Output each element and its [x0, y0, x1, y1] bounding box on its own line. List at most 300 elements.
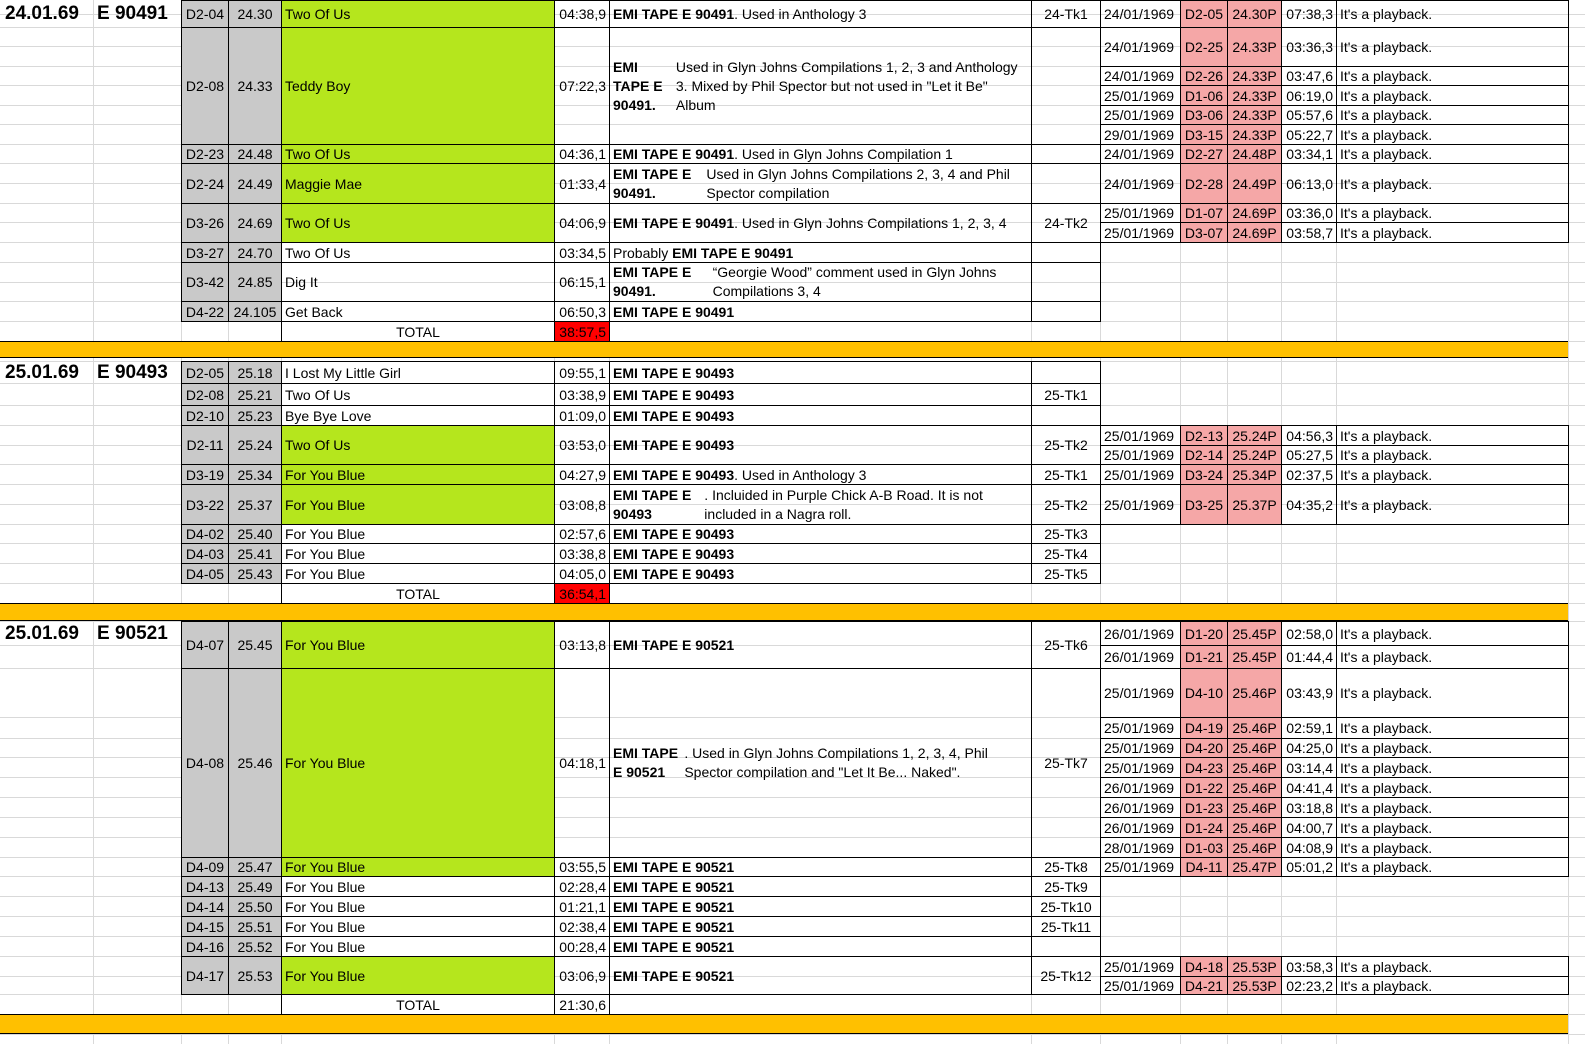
duration-cell[interactable]: 03:13,8: [554, 621, 610, 669]
playback-date-cell[interactable]: 24/01/1969: [1100, 0, 1181, 28]
roll-cell[interactable]: 24.105: [228, 301, 282, 322]
playback-roll-cell[interactable]: 24.33P: [1227, 27, 1282, 67]
playback-disc-cell[interactable]: D2-27: [1180, 144, 1228, 164]
note-cell[interactable]: [609, 524, 1032, 544]
duration-cell[interactable]: 04:18,1: [554, 668, 610, 858]
roll-cell[interactable]: 25.24: [228, 425, 282, 465]
track-cell[interactable]: 25-Tk2: [1031, 484, 1101, 525]
duration-cell[interactable]: 02:28,4: [554, 876, 610, 897]
duration-cell[interactable]: 01:09,0: [554, 405, 610, 426]
playback-roll-cell[interactable]: 25.34P: [1227, 464, 1282, 485]
disc-cell[interactable]: D2-23: [181, 144, 229, 164]
disc-cell[interactable]: D2-24: [181, 163, 229, 204]
playback-note-cell[interactable]: It's a playback.: [1336, 976, 1569, 995]
track-cell[interactable]: 25-Tk7: [1031, 668, 1101, 858]
playback-roll-cell[interactable]: 24.33P: [1227, 105, 1282, 125]
note-cell[interactable]: [609, 203, 1032, 243]
disc-cell[interactable]: D4-17: [181, 956, 229, 995]
playback-duration-cell[interactable]: 04:25,0: [1281, 738, 1337, 758]
playback-note-cell[interactable]: It's a playback.: [1336, 956, 1569, 977]
disc-cell[interactable]: D4-02: [181, 524, 229, 544]
track-cell[interactable]: 25-Tk3: [1031, 524, 1101, 544]
playback-roll-cell[interactable]: 25.46P: [1227, 738, 1282, 758]
note-cell[interactable]: [609, 916, 1032, 937]
playback-duration-cell[interactable]: 04:35,2: [1281, 484, 1337, 525]
playback-disc-cell[interactable]: D2-13: [1180, 425, 1228, 446]
playback-roll-cell[interactable]: 24.48P: [1227, 144, 1282, 164]
disc-cell[interactable]: D2-05: [181, 361, 229, 384]
song-title-cell[interactable]: For You Blue: [281, 857, 555, 877]
playback-duration-cell[interactable]: 05:01,2: [1281, 857, 1337, 877]
playback-note-cell[interactable]: It's a playback.: [1336, 66, 1569, 86]
note-cell[interactable]: [609, 144, 1032, 164]
track-cell[interactable]: [1031, 405, 1101, 426]
note-cell[interactable]: [609, 563, 1032, 584]
playback-roll-cell[interactable]: 25.24P: [1227, 425, 1282, 446]
playback-note-cell[interactable]: It's a playback.: [1336, 817, 1569, 838]
song-title-cell[interactable]: For You Blue: [281, 956, 555, 995]
tape-reference: EMI TAPE E 90521: [613, 745, 679, 780]
playback-date-cell[interactable]: 28/01/1969: [1100, 837, 1181, 858]
disc-cell[interactable]: D2-08: [181, 27, 229, 145]
playback-roll-cell[interactable]: 24.33P: [1227, 85, 1282, 106]
track-cell[interactable]: 25-Tk11: [1031, 916, 1101, 937]
playback-date-cell[interactable]: 24/01/1969: [1100, 66, 1181, 86]
playback-date-cell[interactable]: 24/01/1969: [1100, 144, 1181, 164]
duration-cell[interactable]: 04:06,9: [554, 203, 610, 243]
track-cell[interactable]: [1031, 163, 1101, 204]
song-title-cell[interactable]: For You Blue: [281, 668, 555, 858]
playback-note-cell[interactable]: It's a playback.: [1336, 105, 1569, 125]
playback-date-cell[interactable]: 26/01/1969: [1100, 645, 1181, 669]
roll-cell[interactable]: 24.48: [228, 144, 282, 164]
disc-cell[interactable]: D4-13: [181, 876, 229, 897]
playback-note-cell[interactable]: It's a playback.: [1336, 425, 1569, 446]
disc-cell[interactable]: D4-14: [181, 896, 229, 917]
playback-duration-cell[interactable]: 04:08,9: [1281, 837, 1337, 858]
duration-cell[interactable]: 03:38,9: [554, 383, 610, 406]
playback-duration-cell[interactable]: 04:41,4: [1281, 777, 1337, 798]
track-cell[interactable]: [1031, 27, 1101, 145]
disc-cell[interactable]: D2-04: [181, 0, 229, 28]
disc-cell[interactable]: D3-26: [181, 203, 229, 243]
playback-disc-cell[interactable]: D1-23: [1180, 797, 1228, 818]
roll-cell[interactable]: 25.43: [228, 563, 282, 584]
playback-disc-cell[interactable]: D2-28: [1180, 163, 1228, 204]
disc-cell[interactable]: D4-05: [181, 563, 229, 584]
tape-reference: EMI TAPE E 90491.: [613, 165, 692, 201]
track-cell[interactable]: [1031, 936, 1101, 957]
playback-roll-cell[interactable]: 24.33P: [1227, 124, 1282, 145]
playback-disc-cell[interactable]: D2-05: [1180, 0, 1228, 28]
playback-note-cell[interactable]: It's a playback.: [1336, 621, 1569, 646]
roll-cell[interactable]: 24.70: [228, 242, 282, 263]
disc-cell[interactable]: D3-22: [181, 484, 229, 525]
playback-roll-cell[interactable]: 25.46P: [1227, 797, 1282, 818]
song-title-cell[interactable]: For You Blue: [281, 936, 555, 957]
playback-duration-cell[interactable]: 03:58,7: [1281, 222, 1337, 243]
playback-date-cell[interactable]: 25/01/1969: [1100, 738, 1181, 758]
duration-cell[interactable]: 03:38,8: [554, 543, 610, 564]
duration-cell[interactable]: 01:33,4: [554, 163, 610, 204]
playback-disc-cell[interactable]: D3-24: [1180, 464, 1228, 485]
playback-note-cell[interactable]: It's a playback.: [1336, 797, 1569, 818]
song-title-cell[interactable]: For You Blue: [281, 916, 555, 937]
roll-cell[interactable]: 25.21: [228, 383, 282, 406]
track-cell[interactable]: 25-Tk8: [1031, 857, 1101, 877]
note-cell[interactable]: [609, 242, 1032, 263]
track-cell[interactable]: 25-Tk6: [1031, 621, 1101, 669]
playback-note-cell[interactable]: It's a playback.: [1336, 464, 1569, 485]
note-cell[interactable]: [609, 262, 1032, 302]
duration-cell[interactable]: 01:21,1: [554, 896, 610, 917]
tape-reference: EMI TAPE E 90491: [613, 6, 735, 22]
song-title-cell[interactable]: For You Blue: [281, 621, 555, 669]
playback-note-cell[interactable]: It's a playback.: [1336, 837, 1569, 858]
playback-date-cell[interactable]: 25/01/1969: [1100, 425, 1181, 446]
tape-reference: EMI TAPE E 90493: [613, 365, 735, 381]
song-title-cell[interactable]: Get Back: [281, 301, 555, 322]
total-duration[interactable]: 38:57,5: [554, 321, 610, 342]
roll-cell[interactable]: 25.18: [228, 361, 282, 384]
roll-cell[interactable]: 25.49: [228, 876, 282, 897]
disc-cell[interactable]: D4-22: [181, 301, 229, 322]
note-cell[interactable]: [609, 163, 1032, 204]
playback-roll-cell[interactable]: 25.46P: [1227, 777, 1282, 798]
playback-disc-cell[interactable]: D2-26: [1180, 66, 1228, 86]
playback-roll-cell[interactable]: 25.46P: [1227, 757, 1282, 778]
playback-date-cell[interactable]: 25/01/1969: [1100, 956, 1181, 977]
total-duration[interactable]: 21:30,6: [554, 994, 610, 1015]
playback-note-cell[interactable]: It's a playback.: [1336, 484, 1569, 525]
playback-disc-cell[interactable]: D4-10: [1180, 668, 1228, 718]
playback-date-cell[interactable]: 26/01/1969: [1100, 621, 1181, 646]
playback-roll-cell[interactable]: 25.46P: [1227, 837, 1282, 858]
roll-cell[interactable]: 24.49: [228, 163, 282, 204]
roll-cell[interactable]: 24.85: [228, 262, 282, 302]
playback-disc-cell[interactable]: D4-20: [1180, 738, 1228, 758]
playback-disc-cell[interactable]: D2-14: [1180, 445, 1228, 465]
song-title-cell[interactable]: For You Blue: [281, 484, 555, 525]
playback-note-cell[interactable]: It's a playback.: [1336, 163, 1569, 204]
note-cell[interactable]: [609, 936, 1032, 957]
playback-date-cell[interactable]: 25/01/1969: [1100, 85, 1181, 106]
song-title-cell[interactable]: I Lost My Little Girl: [281, 361, 555, 384]
playback-duration-cell[interactable]: 03:43,9: [1281, 668, 1337, 718]
song-title-cell[interactable]: For You Blue: [281, 524, 555, 544]
playback-date-cell[interactable]: 29/01/1969: [1100, 124, 1181, 145]
note-cell[interactable]: [609, 956, 1032, 995]
playback-disc-cell[interactable]: D4-23: [1180, 757, 1228, 778]
note-cell[interactable]: [609, 876, 1032, 897]
roll-cell[interactable]: 25.52: [228, 936, 282, 957]
playback-duration-cell[interactable]: 02:37,5: [1281, 464, 1337, 485]
track-cell[interactable]: 25-Tk5: [1031, 563, 1101, 584]
playback-note-cell[interactable]: It's a playback.: [1336, 738, 1569, 758]
playback-roll-cell[interactable]: 25.45P: [1227, 621, 1282, 646]
playback-disc-cell[interactable]: D1-21: [1180, 645, 1228, 669]
roll-cell[interactable]: 25.40: [228, 524, 282, 544]
track-cell[interactable]: 25-Tk1: [1031, 464, 1101, 485]
playback-duration-cell[interactable]: 05:27,5: [1281, 445, 1337, 465]
roll-cell[interactable]: 25.41: [228, 543, 282, 564]
song-title-cell[interactable]: For You Blue: [281, 543, 555, 564]
note-cell[interactable]: [609, 896, 1032, 917]
disc-cell[interactable]: D2-11: [181, 425, 229, 465]
duration-cell[interactable]: 04:27,9: [554, 464, 610, 485]
playback-duration-cell[interactable]: 06:19,0: [1281, 85, 1337, 106]
note-cell[interactable]: [609, 405, 1032, 426]
roll-cell[interactable]: 25.47: [228, 857, 282, 877]
roll-cell[interactable]: 25.51: [228, 916, 282, 937]
playback-disc-cell[interactable]: D4-21: [1180, 976, 1228, 995]
playback-disc-cell[interactable]: D1-07: [1180, 203, 1228, 223]
roll-cell[interactable]: 24.30: [228, 0, 282, 28]
note-cell[interactable]: [609, 857, 1032, 877]
playback-note-cell[interactable]: It's a playback.: [1336, 203, 1569, 223]
disc-cell[interactable]: D4-07: [181, 621, 229, 669]
note-cell[interactable]: [609, 621, 1032, 669]
track-cell[interactable]: 25-Tk2: [1031, 425, 1101, 465]
playback-disc-cell[interactable]: D1-22: [1180, 777, 1228, 798]
track-cell[interactable]: [1031, 144, 1101, 164]
section-separator: [0, 1014, 1568, 1034]
duration-cell[interactable]: 04:38,9: [554, 0, 610, 28]
playback-disc-cell[interactable]: D1-24: [1180, 817, 1228, 838]
playback-date-cell[interactable]: 24/01/1969: [1100, 27, 1181, 67]
playback-date-cell[interactable]: 25/01/1969: [1100, 484, 1181, 525]
playback-duration-cell[interactable]: 06:13,0: [1281, 163, 1337, 204]
track-cell[interactable]: 25-Tk1: [1031, 383, 1101, 406]
playback-date-cell[interactable]: 25/01/1969: [1100, 668, 1181, 718]
note-cell[interactable]: [609, 668, 1032, 858]
note-cell[interactable]: [609, 543, 1032, 564]
playback-disc-cell[interactable]: D4-11: [1180, 857, 1228, 877]
playback-date-cell[interactable]: 26/01/1969: [1100, 817, 1181, 838]
duration-cell[interactable]: 00:28,4: [554, 936, 610, 957]
playback-duration-cell[interactable]: 04:00,7: [1281, 817, 1337, 838]
playback-roll-cell[interactable]: 25.53P: [1227, 956, 1282, 977]
playback-note-cell[interactable]: It's a playback.: [1336, 757, 1569, 778]
track-cell[interactable]: [1031, 301, 1101, 322]
song-title-cell[interactable]: For You Blue: [281, 896, 555, 917]
playback-date-cell[interactable]: 26/01/1969: [1100, 797, 1181, 818]
note-cell[interactable]: [609, 301, 1032, 322]
playback-duration-cell[interactable]: 03:58,3: [1281, 956, 1337, 977]
playback-disc-cell[interactable]: D3-25: [1180, 484, 1228, 525]
duration-cell[interactable]: 03:53,0: [554, 425, 610, 465]
playback-duration-cell[interactable]: 03:14,4: [1281, 757, 1337, 778]
track-cell[interactable]: 24-Tk2: [1031, 203, 1101, 243]
total-label[interactable]: TOTAL: [281, 994, 555, 1015]
track-cell[interactable]: [1031, 242, 1101, 263]
playback-roll-cell[interactable]: 24.69P: [1227, 222, 1282, 243]
playback-roll-cell[interactable]: 25.46P: [1227, 668, 1282, 718]
tape-reference: EMI TAPE E 90493: [613, 467, 735, 483]
total-label[interactable]: TOTAL: [281, 321, 555, 342]
playback-disc-cell[interactable]: D3-06: [1180, 105, 1228, 125]
playback-date-cell[interactable]: 25/01/1969: [1100, 464, 1181, 485]
duration-cell[interactable]: 04:36,1: [554, 144, 610, 164]
note-cell[interactable]: [609, 484, 1032, 525]
playback-date-cell[interactable]: 25/01/1969: [1100, 222, 1181, 243]
disc-cell[interactable]: D2-08: [181, 383, 229, 406]
total-duration[interactable]: 36:54,1: [554, 583, 610, 604]
playback-roll-cell[interactable]: 25.46P: [1227, 817, 1282, 838]
playback-duration-cell[interactable]: 02:58,0: [1281, 621, 1337, 646]
duration-cell[interactable]: 03:06,9: [554, 956, 610, 995]
duration-cell[interactable]: 06:15,1: [554, 262, 610, 302]
playback-note-cell[interactable]: It's a playback.: [1336, 144, 1569, 164]
playback-roll-cell[interactable]: 24.49P: [1227, 163, 1282, 204]
playback-note-cell[interactable]: It's a playback.: [1336, 124, 1569, 145]
playback-roll-cell[interactable]: 24.69P: [1227, 203, 1282, 223]
note-cell[interactable]: [609, 425, 1032, 465]
track-cell[interactable]: [1031, 361, 1101, 384]
disc-cell[interactable]: D3-42: [181, 262, 229, 302]
playback-roll-cell[interactable]: 24.33P: [1227, 66, 1282, 86]
playback-roll-cell[interactable]: 25.24P: [1227, 445, 1282, 465]
playback-note-cell[interactable]: It's a playback.: [1336, 445, 1569, 465]
tape-reference: EMI TAPE E 90521: [613, 859, 735, 875]
playback-note-cell[interactable]: It's a playback.: [1336, 85, 1569, 106]
note-cell[interactable]: [609, 464, 1032, 485]
playback-date-cell[interactable]: 25/01/1969: [1100, 757, 1181, 778]
playback-date-cell[interactable]: 25/01/1969: [1100, 857, 1181, 877]
song-title-cell[interactable]: Teddy Boy: [281, 27, 555, 145]
playback-duration-cell[interactable]: 03:18,8: [1281, 797, 1337, 818]
roll-cell[interactable]: 25.46: [228, 668, 282, 858]
playback-disc-cell[interactable]: D3-07: [1180, 222, 1228, 243]
playback-duration-cell[interactable]: 03:47,6: [1281, 66, 1337, 86]
disc-cell[interactable]: D4-16: [181, 936, 229, 957]
disc-cell[interactable]: D4-15: [181, 916, 229, 937]
song-title-cell[interactable]: Dig It: [281, 262, 555, 302]
playback-duration-cell[interactable]: 02:59,1: [1281, 717, 1337, 739]
song-title-cell[interactable]: Bye Bye Love: [281, 405, 555, 426]
playback-disc-cell[interactable]: D1-03: [1180, 837, 1228, 858]
song-title-cell[interactable]: Two Of Us: [281, 0, 555, 28]
playback-duration-cell[interactable]: 03:34,1: [1281, 144, 1337, 164]
duration-cell[interactable]: 06:50,3: [554, 301, 610, 322]
roll-cell[interactable]: 25.34: [228, 464, 282, 485]
playback-roll-cell[interactable]: 25.45P: [1227, 645, 1282, 669]
track-cell[interactable]: 25-Tk10: [1031, 896, 1101, 917]
duration-cell[interactable]: 09:55,1: [554, 361, 610, 384]
playback-roll-cell[interactable]: 24.30P: [1227, 0, 1282, 28]
song-title-cell[interactable]: Two Of Us: [281, 203, 555, 243]
playback-duration-cell[interactable]: 07:38,3: [1281, 0, 1337, 28]
song-title-cell[interactable]: For You Blue: [281, 563, 555, 584]
disc-cell[interactable]: D4-08: [181, 668, 229, 858]
disc-cell[interactable]: D4-09: [181, 857, 229, 877]
note-cell[interactable]: [609, 27, 1032, 145]
playback-disc-cell[interactable]: D3-15: [1180, 124, 1228, 145]
playback-disc-cell[interactable]: D4-19: [1180, 717, 1228, 739]
playback-date-cell[interactable]: 25/01/1969: [1100, 105, 1181, 125]
song-title-cell[interactable]: Two Of Us: [281, 383, 555, 406]
roll-cell[interactable]: 25.23: [228, 405, 282, 426]
total-label[interactable]: TOTAL: [281, 583, 555, 604]
track-cell[interactable]: 25-Tk4: [1031, 543, 1101, 564]
note-cell[interactable]: [609, 0, 1032, 28]
note-cell[interactable]: [609, 383, 1032, 406]
song-title-cell[interactable]: For You Blue: [281, 876, 555, 897]
duration-cell[interactable]: 07:22,3: [554, 27, 610, 145]
roll-cell[interactable]: 24.69: [228, 203, 282, 243]
playback-duration-cell[interactable]: 04:56,3: [1281, 425, 1337, 446]
playback-note-cell[interactable]: It's a playback.: [1336, 0, 1569, 28]
playback-note-cell[interactable]: It's a playback.: [1336, 668, 1569, 718]
disc-cell[interactable]: D3-19: [181, 464, 229, 485]
roll-cell[interactable]: 25.45: [228, 621, 282, 669]
playback-duration-cell[interactable]: 05:57,6: [1281, 105, 1337, 125]
duration-cell[interactable]: 04:05,0: [554, 563, 610, 584]
disc-cell[interactable]: D4-03: [181, 543, 229, 564]
playback-duration-cell[interactable]: 05:22,7: [1281, 124, 1337, 145]
playback-date-cell[interactable]: 24/01/1969: [1100, 163, 1181, 204]
playback-roll-cell[interactable]: 25.37P: [1227, 484, 1282, 525]
duration-cell[interactable]: 03:08,8: [554, 484, 610, 525]
tape-reference: EMI TAPE E 90491.: [613, 264, 692, 299]
playback-date-cell[interactable]: 25/01/1969: [1100, 976, 1181, 995]
playback-duration-cell[interactable]: 03:36,3: [1281, 27, 1337, 67]
playback-duration-cell[interactable]: 02:23,2: [1281, 976, 1337, 995]
playback-note-cell[interactable]: It's a playback.: [1336, 857, 1569, 877]
song-title-cell[interactable]: Two Of Us: [281, 425, 555, 465]
playback-duration-cell[interactable]: 01:44,4: [1281, 645, 1337, 669]
playback-date-cell[interactable]: 25/01/1969: [1100, 445, 1181, 465]
playback-note-cell[interactable]: It's a playback.: [1336, 27, 1569, 67]
playback-note-cell[interactable]: It's a playback.: [1336, 777, 1569, 798]
playback-note-cell[interactable]: It's a playback.: [1336, 645, 1569, 669]
song-title-cell[interactable]: For You Blue: [281, 464, 555, 485]
playback-disc-cell[interactable]: D4-18: [1180, 956, 1228, 977]
playback-disc-cell[interactable]: D1-06: [1180, 85, 1228, 106]
duration-cell[interactable]: 02:38,4: [554, 916, 610, 937]
duration-cell[interactable]: 03:55,5: [554, 857, 610, 877]
track-cell[interactable]: 25-Tk9: [1031, 876, 1101, 897]
track-cell[interactable]: 24-Tk1: [1031, 0, 1101, 28]
roll-cell[interactable]: 25.37: [228, 484, 282, 525]
disc-cell[interactable]: D3-27: [181, 242, 229, 263]
duration-cell[interactable]: 03:34,5: [554, 242, 610, 263]
playback-date-cell[interactable]: 25/01/1969: [1100, 203, 1181, 223]
roll-cell[interactable]: 24.33: [228, 27, 282, 145]
playback-disc-cell[interactable]: D1-20: [1180, 621, 1228, 646]
track-cell[interactable]: 25-Tk12: [1031, 956, 1101, 995]
playback-date-cell[interactable]: 25/01/1969: [1100, 717, 1181, 739]
song-title-cell[interactable]: Two Of Us: [281, 144, 555, 164]
playback-roll-cell[interactable]: 25.47P: [1227, 857, 1282, 877]
playback-date-cell[interactable]: 26/01/1969: [1100, 777, 1181, 798]
playback-note-cell[interactable]: It's a playback.: [1336, 717, 1569, 739]
roll-cell[interactable]: 25.53: [228, 956, 282, 995]
disc-cell[interactable]: D2-10: [181, 405, 229, 426]
note-text: Used in Glyn Johns Compilations 1, 2, 3 and Anthology 3. Mixed by Phil Spector but not used in "Let it Be" Album: [675, 58, 1018, 113]
playback-duration-cell[interactable]: 03:36,0: [1281, 203, 1337, 223]
roll-cell[interactable]: 25.50: [228, 896, 282, 917]
note-cell[interactable]: [609, 361, 1032, 384]
playback-disc-cell[interactable]: D2-25: [1180, 27, 1228, 67]
duration-cell[interactable]: 02:57,6: [554, 524, 610, 544]
playback-note-cell[interactable]: It's a playback.: [1336, 222, 1569, 243]
track-cell[interactable]: [1031, 262, 1101, 302]
playback-roll-cell[interactable]: 25.53P: [1227, 976, 1282, 995]
song-title-cell[interactable]: Two Of Us: [281, 242, 555, 263]
song-title-cell[interactable]: Maggie Mae: [281, 163, 555, 204]
playback-roll-cell[interactable]: 25.46P: [1227, 717, 1282, 739]
